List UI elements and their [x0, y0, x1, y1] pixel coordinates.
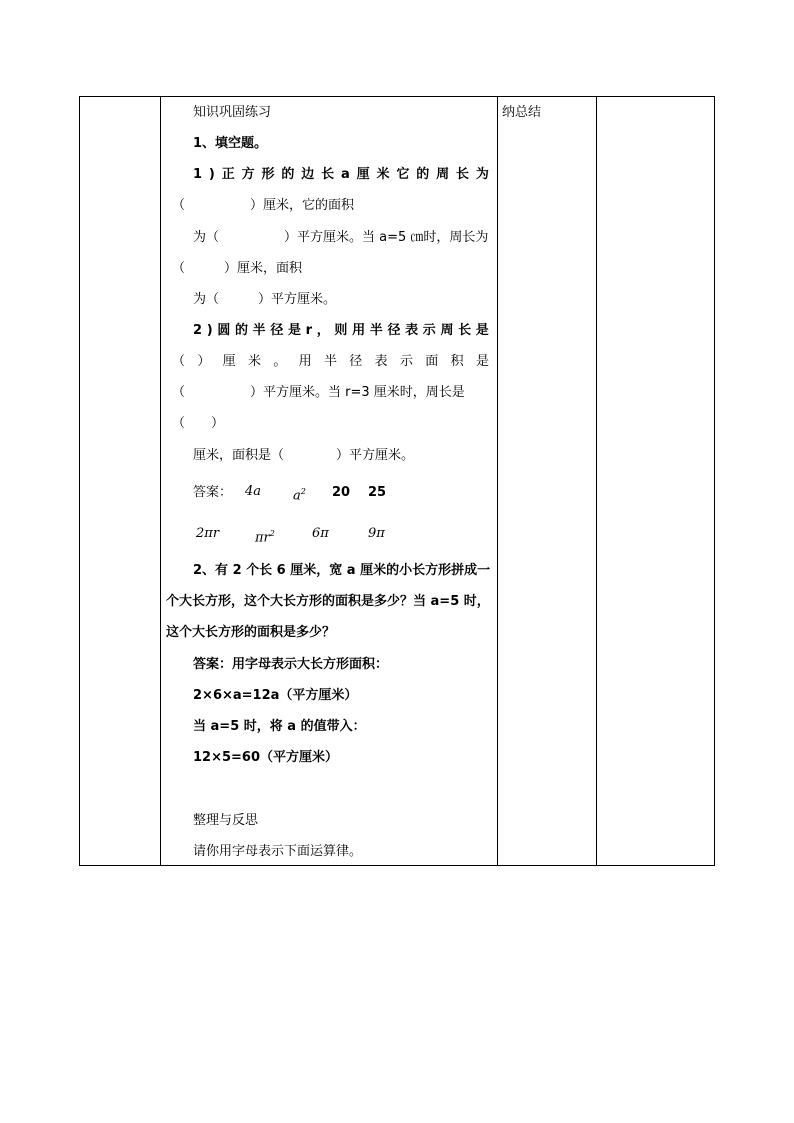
answer2-line-2: 2×6×a=12a（平方厘米） — [193, 688, 358, 703]
q1-2-line-5: 厘米，面积是（ ）平方厘米。 — [193, 448, 415, 463]
answer1-a1: 4a — [245, 484, 262, 499]
q1-2-line-2-char: （ — [172, 354, 186, 369]
q1-1-line-1-char: a — [340, 167, 350, 182]
q1-2-line-2-char: 是 — [475, 354, 489, 369]
q1-1-line-1-char: 为 — [475, 167, 489, 182]
q1-2-line-2-char: 表 — [374, 354, 388, 369]
q1-1-line-2: （ ）厘米，它的面积 — [172, 198, 355, 213]
q1-2-line-1 — [172, 323, 489, 339]
q1-2-line-2-char: ） — [197, 354, 211, 369]
q1-2-line-2 — [172, 354, 489, 370]
answer1-b4: 9π — [368, 526, 385, 541]
answer1-b3: 6π — [312, 526, 329, 541]
q1-2-line-1-char: 圆 — [217, 323, 231, 338]
answer2-line-3: 当 a=5 时，将 a 的值带入： — [193, 719, 366, 734]
q1-1-line-1 — [172, 167, 489, 183]
q1-1-line-3: 为（ ）平方厘米。当 a=5 ㎝时，周长为 — [193, 230, 489, 245]
section-title: 知识巩固练习 — [193, 105, 272, 120]
q1-2-line-1-char: 则 — [334, 323, 348, 338]
q1-2-line-2-char: 径 — [349, 354, 363, 369]
q1-1-line-1-char: 长 — [321, 167, 335, 182]
q1-1-line-1-char: ) — [208, 167, 215, 182]
q1-2-line-1-char: 2 — [193, 323, 203, 338]
q1-2-line-1-char: ) — [206, 323, 213, 338]
q1-2-line-1-char: 长 — [458, 323, 472, 338]
q1-2-line-1-char: 半 — [252, 323, 266, 338]
q1-title: 1、填空题。 — [193, 136, 268, 151]
q1-1-line-1-char: 方 — [241, 167, 255, 182]
q1-2-line-4: （ ） — [172, 416, 225, 431]
q1-2-line-2-char: 用 — [298, 354, 312, 369]
answer1-a4: 25 — [368, 485, 387, 500]
q1-2-line-1-char: 是 — [475, 323, 489, 338]
q1-2-line-1-char: 径 — [270, 323, 284, 338]
table-column-3 — [497, 97, 597, 865]
table-column-1 — [80, 97, 161, 865]
q1-1-line-1-char: 形 — [261, 167, 275, 182]
q1-2-line-1-char: 半 — [369, 323, 383, 338]
answer1-b1: 2πr — [196, 526, 220, 541]
answer2-line-1: 答案：用字母表示大长方形面积： — [193, 657, 389, 672]
q1-2-line-1-char: r — [305, 323, 313, 338]
q1-2-line-2-char: 面 — [425, 354, 439, 369]
q2-line-1: 2、有 2 个长 6 厘米，宽 a 厘米的小长方形拼成一 — [193, 563, 491, 578]
q1-2-line-3: （ ）平方厘米。当 r=3 厘米时，周长是 — [172, 385, 465, 400]
q1-1-line-1-char: 周 — [436, 167, 450, 182]
answer2-line-4: 12×5=60（平方厘米） — [193, 750, 339, 765]
q1-2-line-1-char: 用 — [352, 323, 366, 338]
q1-1-line-5: 为（ ）平方厘米。 — [193, 292, 337, 307]
answer1-b2: $\pi r^2$ — [255, 529, 275, 546]
summary-cell-text: 纳总结 — [502, 105, 542, 120]
q1-2-line-2-char: 。 — [273, 354, 287, 369]
q2-line-3: 这个大长方形的面积是多少？ — [166, 625, 336, 640]
q1-2-line-2-char: 厘 — [222, 354, 236, 369]
q1-1-line-1-char: 边 — [301, 167, 315, 182]
answer1-a2: $a^2$ — [293, 487, 306, 504]
q1-1-line-1-char: 厘 — [356, 167, 370, 182]
q1-2-line-1-char: ， — [316, 323, 330, 338]
q1-2-line-1-char: 示 — [422, 323, 436, 338]
answer1-a3: 20 — [332, 485, 351, 500]
q1-2-line-1-char: 的 — [234, 323, 248, 338]
q1-2-line-2-char: 积 — [450, 354, 464, 369]
reflection-text: 请你用字母表示下面运算律。 — [193, 844, 363, 859]
q1-2-line-1-char: 表 — [405, 323, 419, 338]
q1-1-line-1-char: 米 — [376, 167, 390, 182]
q1-2-line-1-char: 径 — [387, 323, 401, 338]
q1-1-line-1-char: 它 — [396, 167, 410, 182]
q2-line-2: 个大长方形，这个大长方形的面积是多少？当 a=5 时， — [166, 594, 490, 609]
q1-1-line-1-char: 的 — [281, 167, 295, 182]
q1-2-line-2-char: 半 — [323, 354, 337, 369]
q1-2-line-1-char: 是 — [288, 323, 302, 338]
q1-2-line-2-char: 示 — [399, 354, 413, 369]
q1-1-line-1-char: 正 — [221, 167, 235, 182]
q1-1-line-4: （ ）厘米，面积 — [172, 261, 303, 276]
q1-1-line-1-char: 1 — [193, 167, 203, 182]
answer1-label: 答案： — [193, 485, 233, 500]
q1-2-line-1-char: 周 — [440, 323, 454, 338]
reflection-title: 整理与反思 — [193, 813, 259, 828]
table-column-4 — [596, 97, 715, 865]
q1-1-line-1-char: 的 — [416, 167, 430, 182]
q1-2-line-2-char: 米 — [247, 354, 261, 369]
q1-1-line-1-char: 长 — [455, 167, 469, 182]
